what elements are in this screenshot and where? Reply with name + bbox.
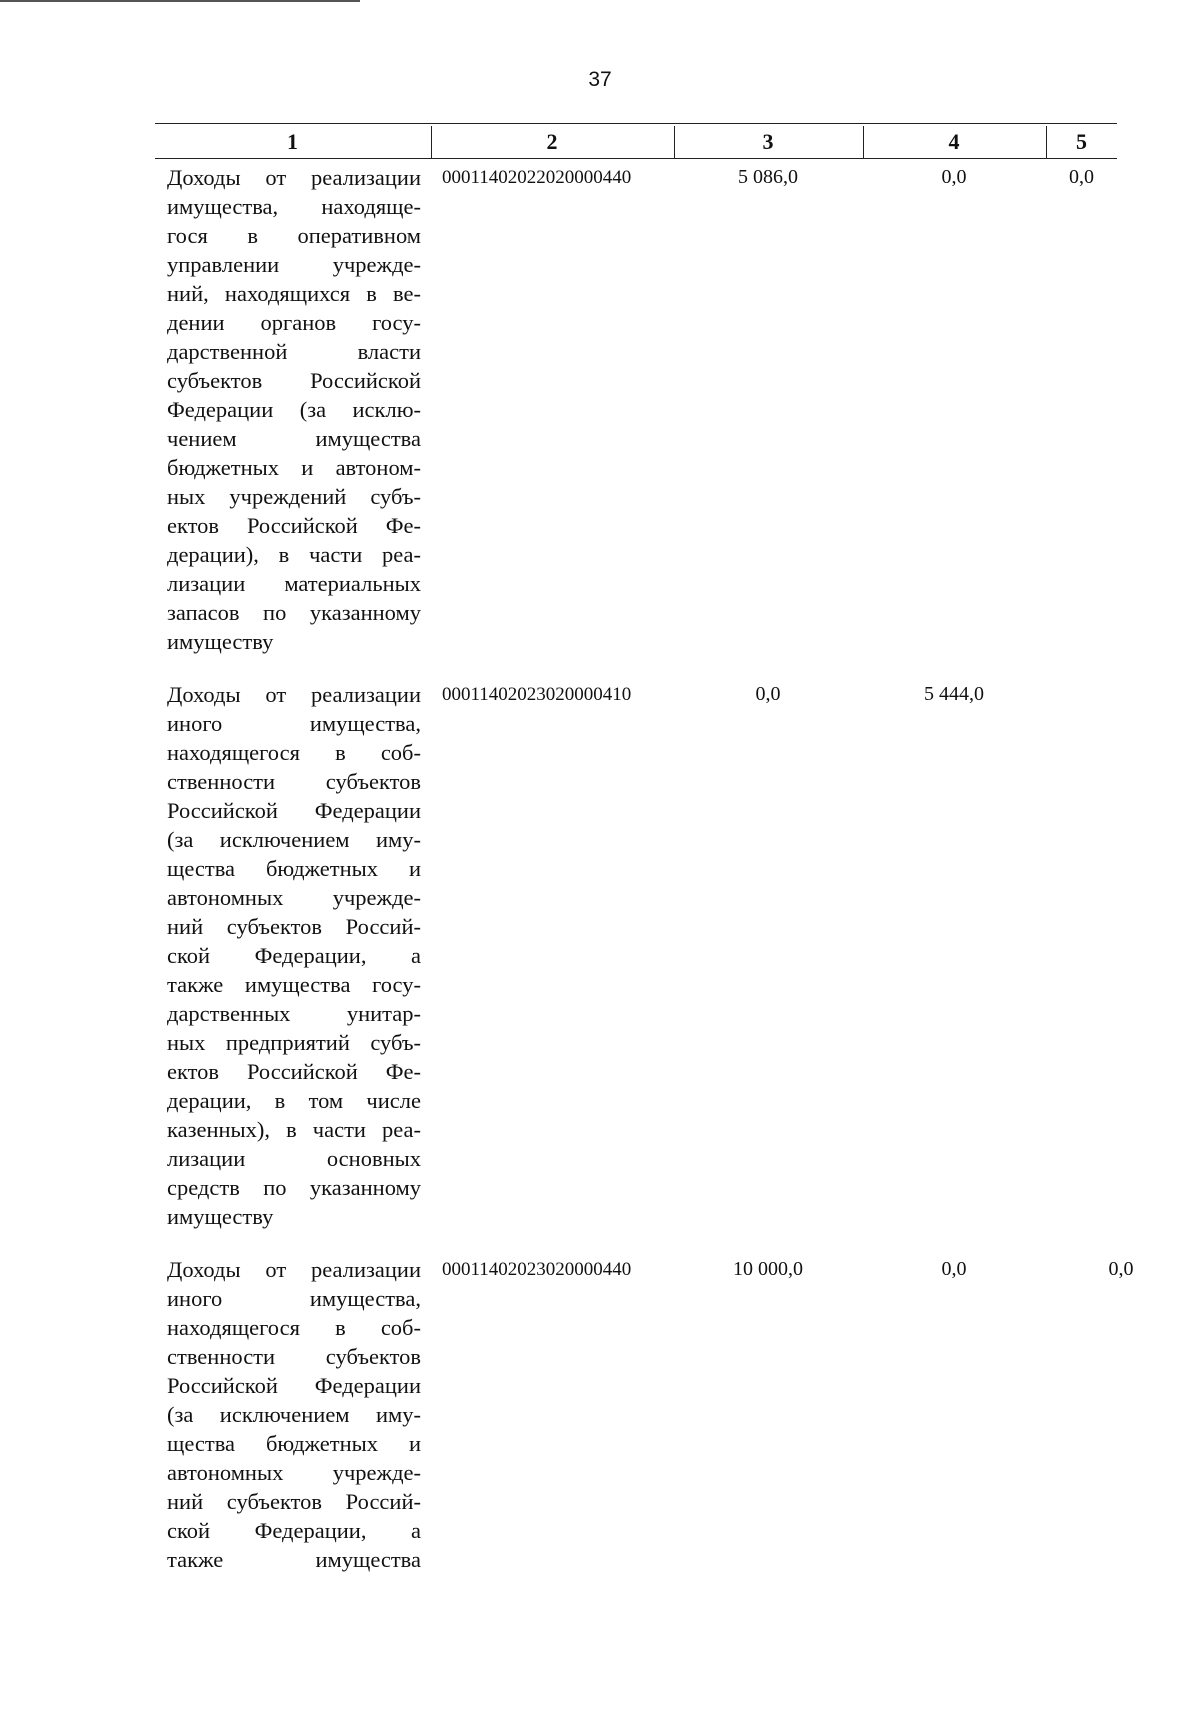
description-line: ний, находящихся в ве- bbox=[167, 281, 421, 306]
description-line: (за исключением иму- bbox=[167, 827, 421, 852]
description-line: иного имущества, bbox=[167, 711, 421, 736]
description-line: ственности субъектов bbox=[167, 769, 421, 794]
description-line: Российской Федерации bbox=[167, 798, 421, 823]
budget-code: 00011402023020000410 bbox=[442, 684, 632, 705]
description-line: чением имущества bbox=[167, 426, 421, 451]
scan-edge bbox=[0, 0, 360, 2]
description-line: имуществу bbox=[167, 1204, 274, 1229]
header-separator bbox=[674, 126, 675, 158]
description-line: также имущества bbox=[167, 1547, 421, 1572]
description-line: лизации основных bbox=[167, 1146, 421, 1171]
description-line: ственности субъектов bbox=[167, 1344, 421, 1369]
row-description bbox=[167, 163, 421, 656]
description-line: автономных учрежде- bbox=[167, 885, 421, 910]
header-separator bbox=[1046, 126, 1047, 158]
table-top-rule bbox=[155, 123, 1117, 124]
description-line: находящегося в соб- bbox=[167, 740, 421, 765]
description-line: щества бюджетных и bbox=[167, 856, 421, 881]
description-line: средств по указанному bbox=[167, 1175, 421, 1200]
description-line: ных учреждений субъ- bbox=[167, 484, 421, 509]
description-line: бюджетных и автоном- bbox=[167, 455, 421, 480]
description-line: автономных учрежде- bbox=[167, 1460, 421, 1485]
description-line: Федерации (за исклю- bbox=[167, 397, 421, 422]
col4-value: 5 444,0 bbox=[924, 683, 984, 705]
description-line: имуществу bbox=[167, 629, 274, 654]
col5-value: 0,0 bbox=[1069, 166, 1094, 188]
header-bottom-rule bbox=[155, 158, 1117, 159]
description-line: имущества, находяще- bbox=[167, 194, 421, 219]
budget-code: 00011402023020000440 bbox=[442, 1259, 632, 1280]
description-line: Российской Федерации bbox=[167, 1373, 421, 1398]
table-header bbox=[155, 126, 1117, 158]
description-line: Доходы от реализации bbox=[167, 682, 421, 707]
header-col-4: 4 bbox=[948, 129, 960, 154]
header-col-3: 3 bbox=[762, 129, 774, 154]
col3-value: 5 086,0 bbox=[738, 166, 798, 188]
description-line: запасов по указанному bbox=[167, 600, 421, 625]
row-description bbox=[167, 1255, 421, 1574]
col4-value: 0,0 bbox=[941, 1258, 967, 1280]
description-line: дении органов госу- bbox=[167, 310, 421, 335]
description-line: ных предприятий субъ- bbox=[167, 1030, 421, 1055]
description-line: ской Федерации, а bbox=[167, 943, 421, 968]
description-line: дарственных унитар- bbox=[167, 1001, 421, 1026]
description-line: управлении учрежде- bbox=[167, 252, 421, 277]
description-line: (за исключением иму- bbox=[167, 1402, 421, 1427]
description-line: ектов Российской Фе- bbox=[167, 513, 421, 538]
header-col-1: 1 bbox=[287, 129, 298, 154]
col5-value: 0,0 bbox=[1108, 1258, 1134, 1280]
header-col-5: 5 bbox=[1076, 129, 1087, 154]
description-line: гося в оперативном bbox=[167, 223, 421, 248]
description-line: щества бюджетных и bbox=[167, 1431, 421, 1456]
description-line: казенных), в части реа- bbox=[167, 1117, 421, 1142]
description-line: Доходы от реализации bbox=[167, 165, 421, 190]
budget-code: 00011402022020000440 bbox=[442, 167, 632, 188]
page-number: 37 bbox=[588, 68, 612, 91]
header-col-2: 2 bbox=[546, 129, 558, 154]
col3-value: 0,0 bbox=[755, 683, 781, 705]
col4-value: 0,0 bbox=[941, 166, 967, 188]
header-separator bbox=[431, 126, 432, 158]
description-line: ний субъектов Россий- bbox=[167, 1489, 421, 1514]
description-line: дерации, в том числе bbox=[167, 1088, 421, 1113]
description-line: иного имущества, bbox=[167, 1286, 421, 1311]
description-line: дерации), в части реа- bbox=[167, 542, 421, 567]
description-line: Доходы от реализации bbox=[167, 1257, 421, 1282]
description-line: ской Федерации, а bbox=[167, 1518, 421, 1543]
description-line: лизации материальных bbox=[167, 571, 421, 596]
description-line: субъектов Российской bbox=[167, 368, 421, 393]
description-line: ектов Российской Фе- bbox=[167, 1059, 421, 1084]
description-line: также имущества госу- bbox=[167, 972, 421, 997]
description-line: дарственной власти bbox=[167, 339, 421, 364]
description-line: ний субъектов Россий- bbox=[167, 914, 421, 939]
row-description bbox=[167, 680, 421, 1231]
header-separator bbox=[863, 126, 864, 158]
col3-value: 10 000,0 bbox=[733, 1258, 803, 1280]
description-line: находящегося в соб- bbox=[167, 1315, 421, 1340]
